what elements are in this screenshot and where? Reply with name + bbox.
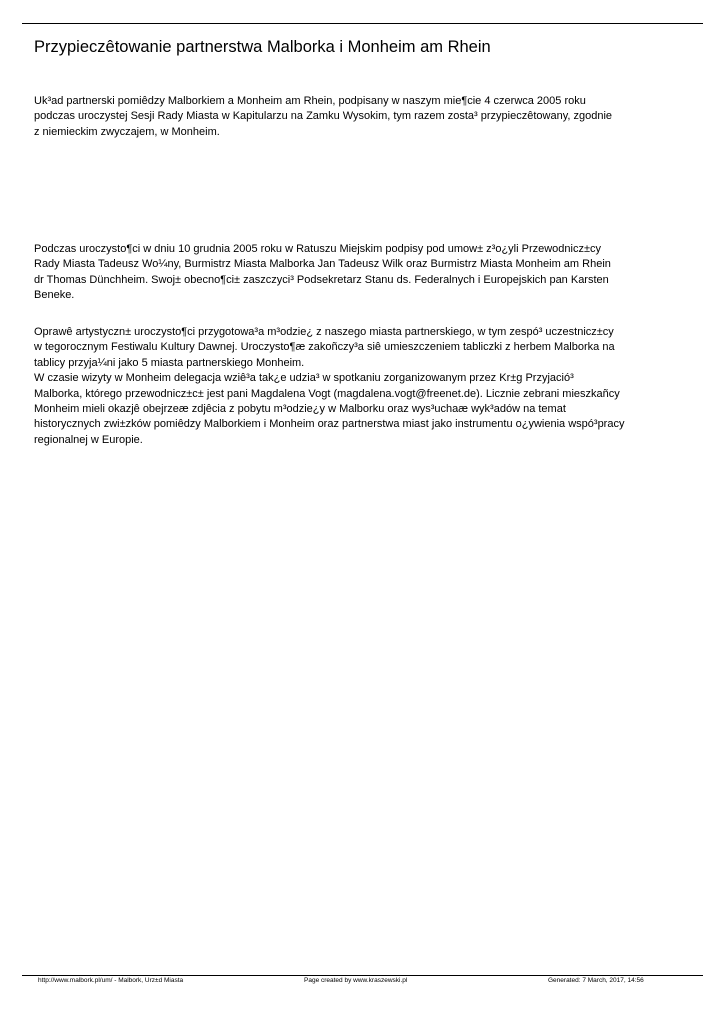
footer-divider [22,975,703,976]
paragraph-line: tablicy przyja¼ni jako 5 miasta partnerskiego Monheim. [34,356,305,369]
paragraph-line: W czasie wizyty w Monheim delegacja wziê³a tak¿e udzia³ w spotkaniu zorganizowanym przez Kr±g Przyjació³ [34,372,574,385]
paragraph-line: Uk³ad partnerski pomiêdzy Malborkiem a Monheim am Rhein, podpisany w naszym mie¶cie 4 czerwca 2005 roku [34,95,586,107]
page-title: Przypieczêtowanie partnerstwa Malborka i Monheim am Rhein [34,38,491,56]
paragraph-artistic [34,325,684,448]
paragraph-line: podczas uroczystej Sesji Rady Miasta w Kapitularzu na Zamku Wysokim, tym razem zosta³ przypieczêtowany, zgodnie [34,110,613,123]
paragraph-line: Podczas uroczysto¶ci w dniu 10 grudnia 2005 roku w Ratuszu Miejskim podpisy pod umow± z³o¿yli Przewodnicz±cy [34,243,601,255]
paragraph-line: Rady Miasta Tadeusz Wo¼ny, Burmistrz Miasta Malborka Jan Tadeusz Wilk oraz Burmistrz Miasta Monheim am Rhein [34,258,611,271]
paragraph-line: Monheim mieli okazjê obejrzeæ zdjêcia z pobytu m³odzie¿y w Malborku oraz wys³uchaæ wyk³adów na temat [34,403,566,416]
paragraph-line: historycznych zwi±zków pomiêdzy Malborkiem i Monheim oraz partnerstwa miast jako instrumentu o¿ywienia wspó³pracy [34,418,625,431]
paragraph-line: dr Thomas Dünchheim. Swoj± obecno¶ci± zaszczyci³ Podsekretarz Stanu ds. Federalnych i Europejskich pan Karsten [34,273,609,286]
paragraph-line: w tegorocznym Festiwalu Kultury Dawnej. Uroczysto¶æ zakoñczy³a siê umieszczeniem tabliczki z herbem Malborka na [34,341,615,354]
footer-generated-date: Generated: 7 March, 2017, 14:56 [548,977,644,984]
footer-source-url: http://www.malbork.pl/um/ - Malbork, Urz±d Miasta [38,977,184,984]
footer-credit: Page created by www.kraszewski.pl [304,977,408,984]
paragraph-intro [34,94,684,140]
header-divider [22,23,703,24]
paragraph-line: Oprawê artystyczn± uroczysto¶ci przygotowa³a m³odzie¿ z naszego miasta partnerskiego, w tym zespó³ uczestnicz±cy [34,326,614,338]
paragraph-line: regionalnej w Europie. [34,433,143,446]
paragraph-line: Beneke. [34,289,75,302]
paragraph-ceremony [34,242,684,304]
paragraph-line: z niemieckim zwyczajem, w Monheim. [34,125,220,138]
paragraph-line: Malborka, którego przewodnicz±c± jest pani Magdalena Vogt (magdalena.vogt@freenet.de). Licznie zebrani mieszkañcy [34,387,620,400]
